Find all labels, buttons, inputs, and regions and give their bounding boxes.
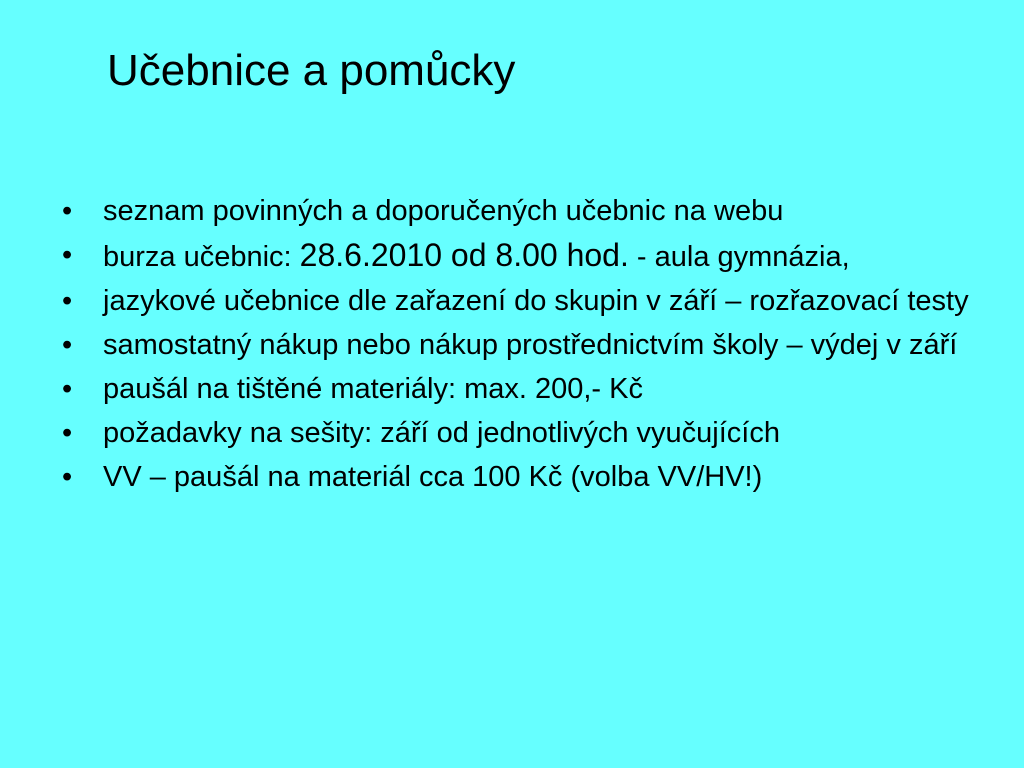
bullet-icon: • [62,285,73,317]
list-item-date-highlight: 28.6.2010 od 8.00 hod. [299,237,629,273]
list-item-text: VV – paušál na materiál cca 100 Kč (volba VV/HV!) [103,461,763,493]
list-item-text: samostatný nákup nebo nákup prostřednictvím školy – výdej v září [103,329,958,361]
list-item [62,415,982,452]
bullet-list [62,193,982,503]
list-item-text: paušál na tištěné materiály: max. 200,- Kč [103,373,643,405]
list-item [62,327,982,364]
list-item-text: seznam povinných a doporučených učebnic na webu [103,195,784,227]
bullet-icon: • [62,417,73,449]
list-item-text: požadavky na sešity: září od jednotlivých vyučujících [103,417,780,449]
bullet-icon: • [62,461,73,493]
list-item [62,459,982,496]
list-item-text-prefix: burza učebnic: [103,241,300,273]
slide-title: Učebnice a pomůcky [107,46,516,95]
list-item [62,237,982,276]
bullet-icon: • [62,373,73,405]
list-item-text-suffix: - aula gymnázia, [628,241,850,273]
list-item [62,371,982,408]
list-item [62,193,982,230]
bullet-icon: • [62,329,73,361]
bullet-icon: • [62,239,73,271]
bullet-icon: • [62,195,73,227]
list-item-text: jazykové učebnice dle zařazení do skupin v září – rozřazovací testy [103,285,969,317]
list-item [62,283,982,320]
